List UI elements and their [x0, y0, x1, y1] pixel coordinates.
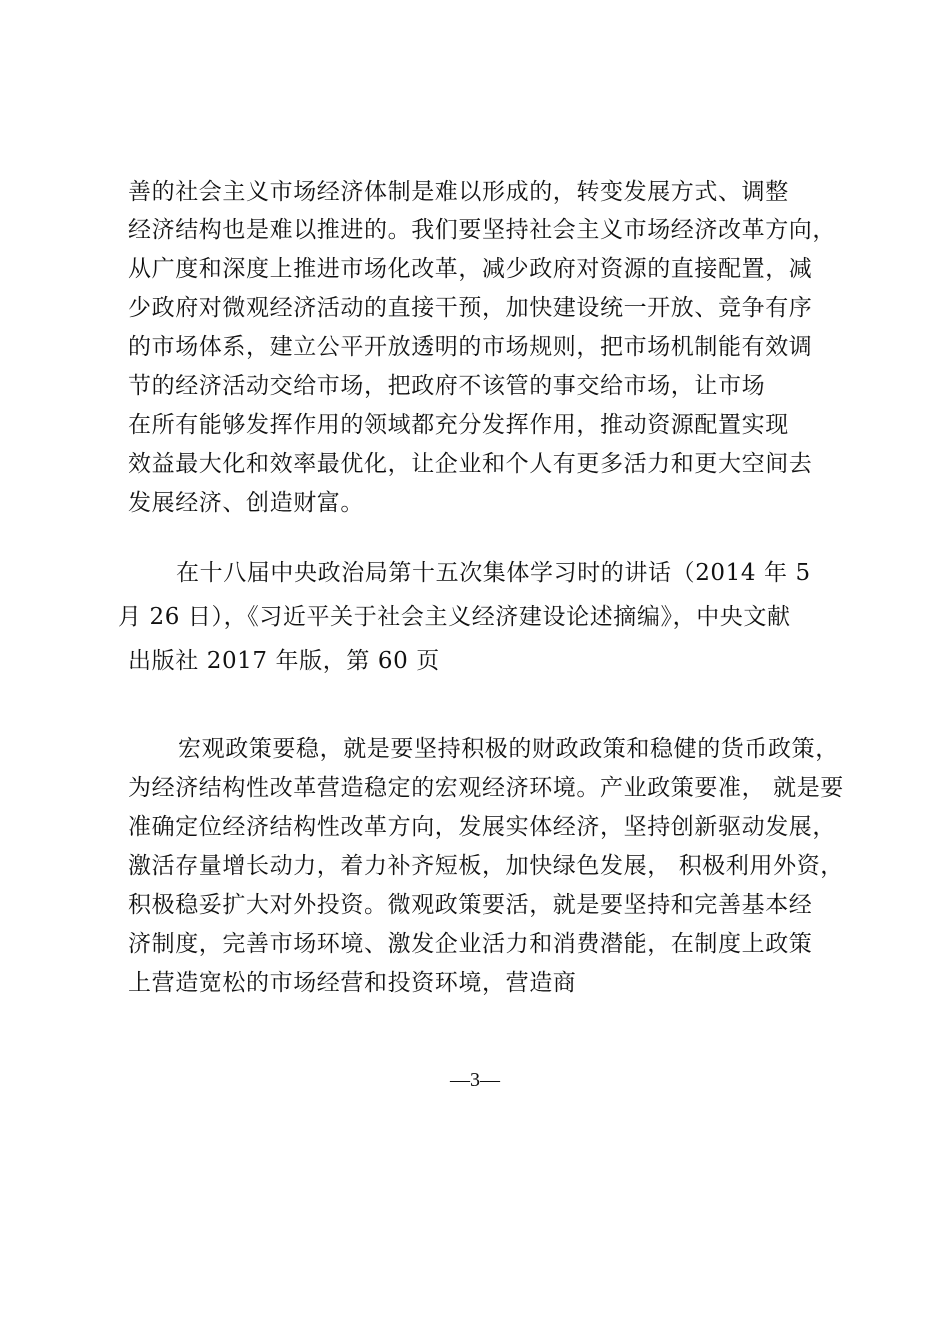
paragraph-2-line-1: 宏观政策要稳，就是要坚持积极的财政政策和稳健的货币政策， — [178, 736, 839, 762]
paragraph-1-line-7: 在所有能够发挥作用的领域都充分发挥作用，推动资源配置实现 — [128, 412, 789, 438]
page-number: —3— — [450, 1069, 500, 1091]
paragraph-1-line-3: 从广度和深度上推进市场化改革，减少政府对资源的直接配置，减 — [128, 256, 813, 282]
paragraph-2-line-2: 为经济结构性改革营造稳定的宏观经济环境。产业政策要准， 就是要 — [128, 775, 844, 801]
paragraph-1-line-5: 的市场体系，建立公平开放透明的市场规则，把市场机制能有效调 — [128, 334, 813, 360]
paragraph-1-line-4: 少政府对微观经济活动的直接干预，加快建设统一开放、竞争有序 — [128, 295, 813, 321]
citation-line-3: 出版社 2017 年版，第 60 页 — [128, 648, 440, 674]
citation-line-1: 在十八届中央政治局第十五次集体学习时的讲话（2014 年 5 — [176, 560, 811, 586]
paragraph-1-line-2: 经济结构也是难以推进的。我们要坚持社会主义市场经济改革方向， — [128, 217, 836, 243]
citation-line-2: 月 26 日），《习近平关于社会主义经济建设论述摘编》，中央文献 — [118, 604, 791, 630]
paragraph-1-line-9: 发展经济、创造财富。 — [128, 490, 364, 516]
paragraph-2-line-3: 准确定位经济结构性改革方向，发展实体经济，坚持创新驱动发展， — [128, 814, 836, 840]
paragraph-2-line-5: 积极稳妥扩大对外投资。微观政策要活，就是要坚持和完善基本经 — [128, 892, 813, 918]
paragraph-1-line-6: 节的经济活动交给市场，把政府不该管的事交给市场，让市场 — [128, 373, 766, 399]
paragraph-1-line-8: 效益最大化和效率最优化，让企业和个人有更多活力和更大空间去 — [128, 451, 813, 477]
paragraph-2-line-4: 激活存量增长动力，着力补齐短板，加快绿色发展， 积极利用外资， — [128, 853, 844, 879]
paragraph-2-line-6: 济制度，完善市场环境、激发企业活力和消费潜能，在制度上政策 — [128, 931, 813, 957]
paragraph-2-line-7: 上营造宽松的市场经营和投资环境，营造商 — [128, 970, 577, 996]
paragraph-1-line-1: 善的社会主义市场经济体制是难以形成的，转变发展方式、调整 — [128, 179, 789, 205]
